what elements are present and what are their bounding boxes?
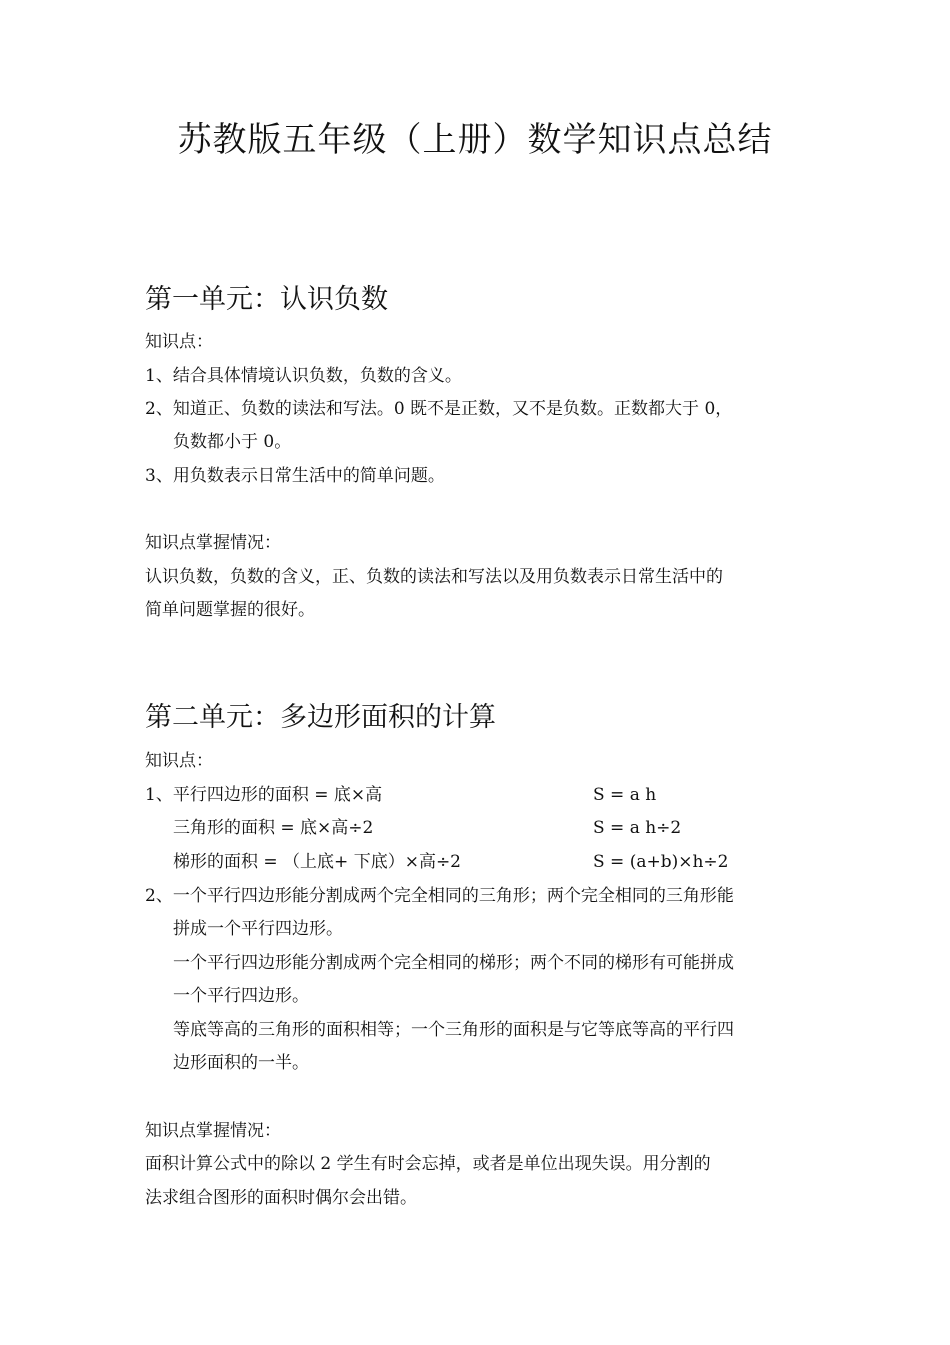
document-title: 苏教版五年级（上册）数学知识点总结 (177, 120, 773, 160)
unit2-point-2-cont: 拼成一个平行四边形。 (173, 919, 343, 939)
formula-triangle: S = a h÷2 (593, 818, 682, 838)
formula-trapezoid-text: 梯形的面积 = （上底+ 下底）×高÷2 (173, 852, 462, 872)
unit2-point-2: 2、一个平行四边形能分割成两个完全相同的三角形；两个完全相同的三角形能 (145, 886, 734, 906)
unit1-point-3: 3、用负数表示日常生活中的简单问题。 (145, 466, 445, 486)
unit1-mastery-line-2: 简单问题掌握的很好。 (145, 600, 315, 620)
unit1-mastery-line-1: 认识负数，负数的含义，正、负数的读法和写法以及用负数表示日常生活中的 (145, 567, 723, 587)
formula-parallelogram: S = a h (593, 785, 657, 805)
unit2-point-2b: 一个平行四边形能分割成两个完全相同的梯形；两个不同的梯形有可能拼成 (173, 953, 734, 973)
unit2-mastery-line-1: 面积计算公式中的除以 2 学生有时会忘掉，或者是单位出现失误。用分割的 (145, 1154, 711, 1174)
unit2-knowledge-label: 知识点： (145, 751, 213, 771)
unit1-point-2: 2、知道正、负数的读法和写法。0 既不是正数，又不是负数。正数都大于 0， (145, 399, 733, 419)
unit1-point-2-cont: 负数都小于 0。 (173, 432, 292, 452)
unit2-point-2c: 等底等高的三角形的面积相等；一个三角形的面积是与它等底等高的平行四 (173, 1020, 734, 1040)
unit2-point-2b-cont: 一个平行四边形。 (173, 986, 309, 1006)
unit1-heading: 第一单元：认识负数 (145, 284, 388, 315)
unit1-point-1: 1、结合具体情境认识负数，负数的含义。 (145, 366, 462, 386)
unit2-mastery-line-2: 法求组合图形的面积时偶尔会出错。 (145, 1188, 417, 1208)
unit2-heading: 第二单元：多边形面积的计算 (145, 702, 496, 733)
unit1-mastery-label: 知识点掌握情况： (145, 533, 281, 553)
unit2-point-2c-cont: 边形面积的一半。 (173, 1053, 309, 1073)
formula-trapezoid: S = (a+b)×h÷2 (593, 852, 729, 872)
unit2-mastery-label: 知识点掌握情况： (145, 1121, 281, 1141)
formula-triangle-text: 三角形的面积 = 底×高÷2 (173, 818, 374, 838)
unit1-knowledge-label: 知识点： (145, 332, 213, 352)
formula-parallelogram-text: 1、平行四边形的面积 = 底×高 (145, 785, 383, 805)
